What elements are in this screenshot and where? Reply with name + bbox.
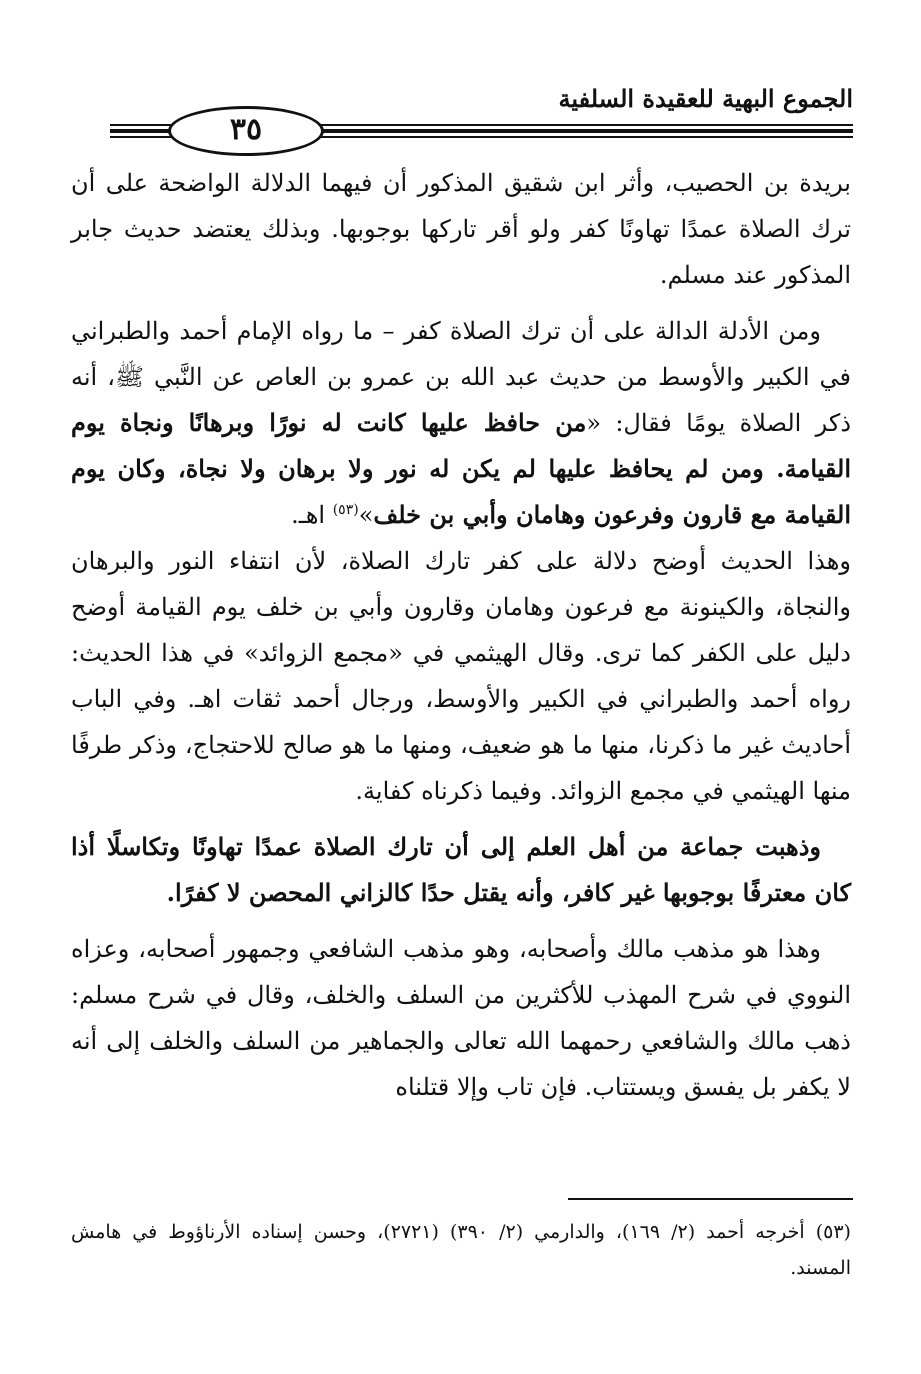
running-title: الجموع البهية للعقيدة السلفية xyxy=(558,84,853,113)
paragraph-1: بريدة بن الحصيب، وأثر ابن شقيق المذكور أن فيهما الدلالة الواضحة على أن ترك الصلاة عمدًا تهاونًا كفر ولو أقر تاركها بوجوبها. وبذلك يعتضد حديث جابر المذكور عند مسلم. xyxy=(71,169,851,289)
footnote: (٥٣) أخرجه أحمد (٢/ ١٦٩)، والدارمي (٢/ ٣٩٠) (٢٧٢١)، وحسن إسناده الأرناؤوط في هامش المسند. xyxy=(71,1221,851,1279)
footnote-reference: (٥٣) xyxy=(332,502,359,518)
paragraph-5: وهذا هو مذهب مالك وأصحابه، وهو مذهب الشافعي وجمهور أصحابه، وعزاه النووي في شرح المهذب للأكثرين من السلف والخلف، وقال في شرح مسلم: ذهب مالك والشافعي رحمهما الله تعالى والجماهير من السلف والخلف إلى أنه لا يكفر بل يفسق ويستتاب. فإن تاب وإلا قتلناه xyxy=(71,935,851,1101)
paragraph-2 xyxy=(71,308,851,538)
page-number: ٣٥ xyxy=(168,106,324,156)
paragraph-2-end: اهـ. xyxy=(291,501,333,529)
main-text xyxy=(71,160,851,1110)
paragraph-3: وهذا الحديث أوضح دلالة على كفر تارك الصلاة، لأن انتفاء النور والبرهان والنجاة، والكينونة مع فرعون وهامان وقارون وأبي بن خلف يوم القيامة أوضح دليل على الكفر كما ترى. وقال الهيثمي في «مجمع الزوائد» في هذا الحديث: رواه أحمد والطبراني في الكبير والأوسط، ورجال أحمد ثقات اهـ. وفي الباب أحاديث غير ما ذكرنا، منها ما هو ضعيف، ومنها ما هو صالح للاحتجاج، وذكر طرفًا منها الهيثمي في مجمع الزوائد. وفيما ذكرناه كفاية. xyxy=(71,547,851,805)
paragraph-2-intro: ومن الأدلة الدالة على أن ترك الصلاة كفر – ما رواه الإمام أحمد والطبراني في الكبير والأوسط من حديث عبد الله بن عمرو بن العاص عن النَّبي ﷺ، أنه ذكر الصلاة يومًا فقال: « xyxy=(71,317,851,437)
page-header xyxy=(110,84,853,147)
hadith-close-quote: » xyxy=(358,501,374,529)
paragraph-4-bold: وذهبت جماعة من أهل العلم إلى أن تارك الصلاة عمدًا تهاونًا وتكاسلًا أذا كان معترفًا بوجوبها غير كافر، وأنه يقتل حدًا كالزاني المحصن لا كفرًا. xyxy=(71,832,851,907)
footnote-separator xyxy=(568,1198,853,1200)
hadith-text: من حافظ عليها كانت له نورًا وبرهانًا ونجاة يوم القيامة. ومن لم يحافظ عليها لم يكن له نور ولا برهان ولا نجاة، وكان يوم القيامة مع قارون وفرعون وهامان وأبي بن خلف xyxy=(71,408,851,529)
